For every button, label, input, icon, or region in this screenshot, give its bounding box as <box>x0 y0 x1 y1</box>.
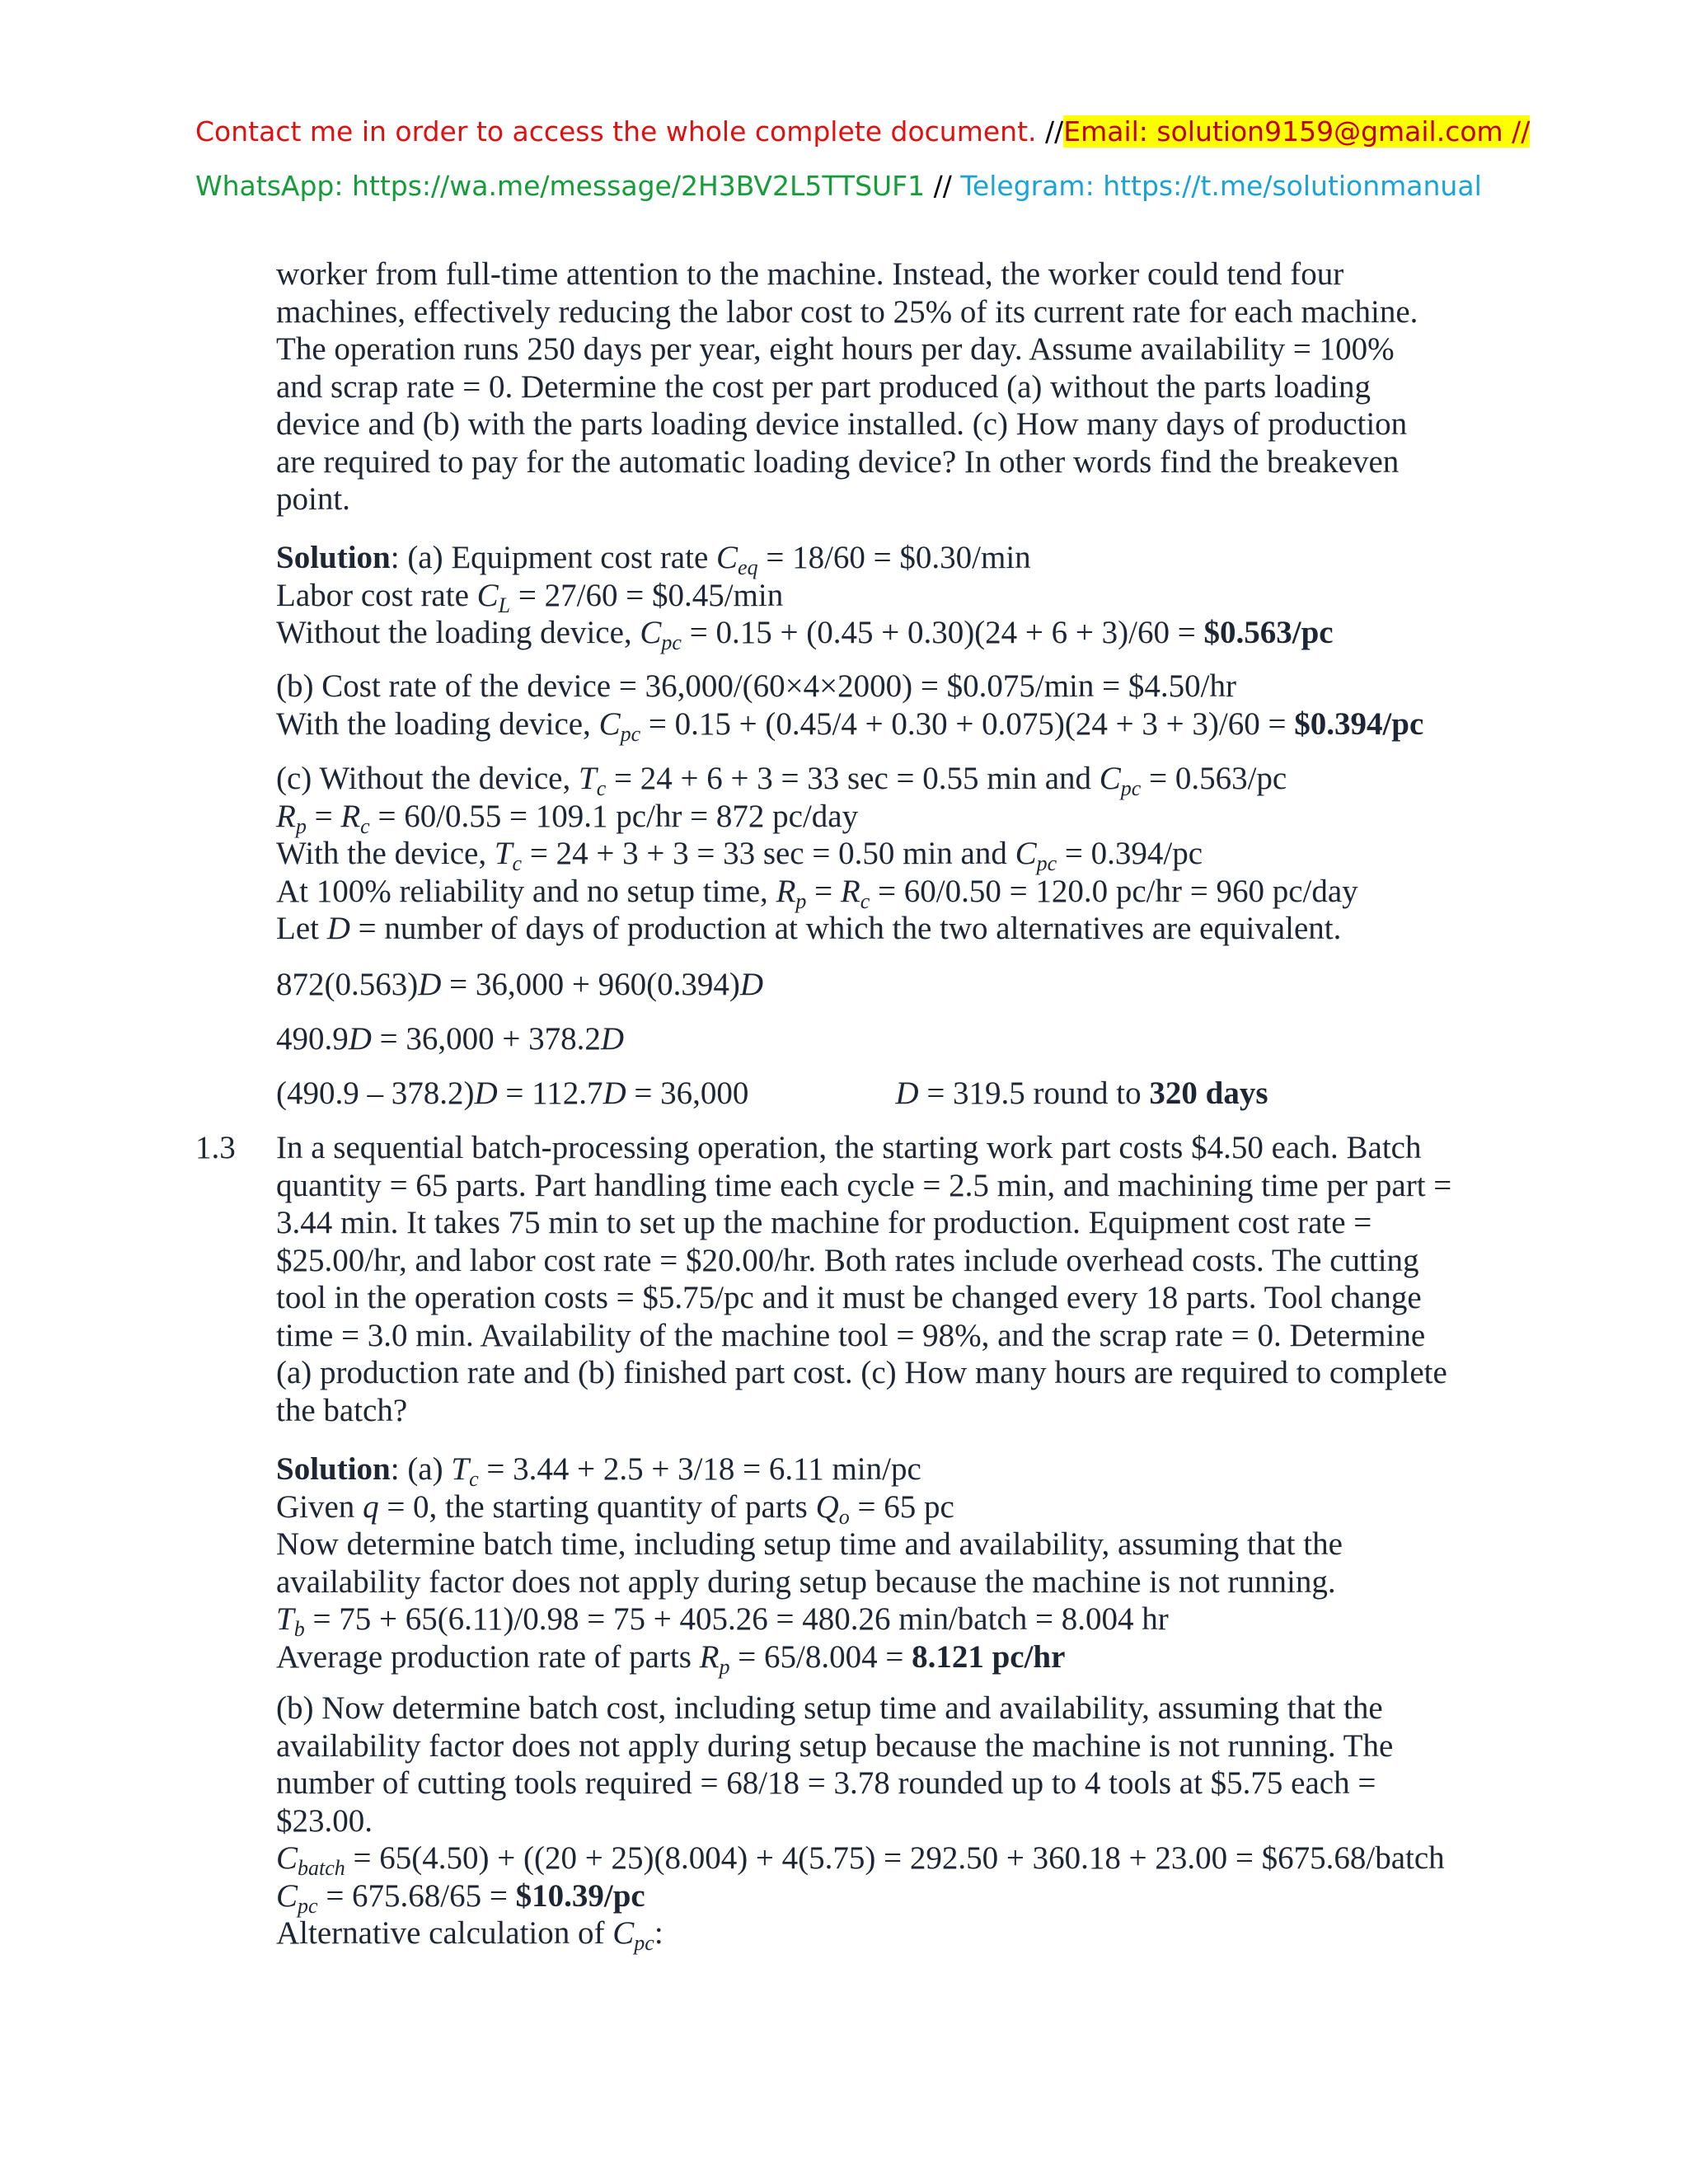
variable: D <box>600 1021 625 1057</box>
contact-text: Contact me in order to access the whole complete document. <box>195 115 1037 148</box>
variable: T <box>276 1601 294 1637</box>
separator: // <box>925 170 961 202</box>
whatsapp-link[interactable]: WhatsApp: https://wa.me/message/2H3BV2L5TTSUF1 <box>195 170 926 202</box>
text: = 0, the starting quantity of parts <box>378 1488 816 1525</box>
text: = 319.5 round to <box>918 1076 1150 1111</box>
text: = 0.563/pc <box>1141 761 1287 796</box>
text-line: and scrap rate = 0. Determine the cost per part produced (a) without the parts loading <box>276 368 1372 405</box>
answer: $0.394/pc <box>1294 705 1424 742</box>
variable: D <box>895 1076 919 1111</box>
text-line <box>276 1638 1488 1679</box>
subscript: p <box>719 1654 730 1679</box>
subscript: pc <box>1120 776 1142 800</box>
text: = 27/60 = $0.45/min <box>510 577 784 613</box>
subscript: o <box>838 1504 850 1529</box>
text: = 36,000 + 960(0.394) <box>441 967 740 1002</box>
variable: R <box>776 873 796 909</box>
variable: C <box>276 1840 298 1876</box>
text: (490.9 – 378.2) <box>276 1076 475 1111</box>
subscript: c <box>360 813 370 838</box>
text: = 112.7 <box>497 1076 603 1111</box>
text: = 675.68/65 = <box>317 1877 516 1914</box>
variable: R <box>276 798 296 834</box>
subscript: c <box>469 1467 479 1491</box>
text: = 60/0.50 = 120.0 pc/hr = 960 pc/day <box>870 873 1358 909</box>
variable: C <box>598 705 621 742</box>
text-line <box>276 577 1488 615</box>
variable: C <box>276 1877 298 1914</box>
variable: D <box>348 1021 372 1057</box>
text: = 24 + 3 + 3 = 33 sec = 0.50 min and <box>522 836 1015 871</box>
text-line <box>276 873 1488 911</box>
text-line: point. <box>276 481 350 517</box>
text: = 18/60 = $0.30/min <box>757 540 1031 575</box>
equation-1 <box>276 966 1488 1004</box>
text: = 0.15 + (0.45 + 0.30)(24 + 6 + 3)/60 = <box>681 615 1204 650</box>
text: = 65/8.004 = <box>729 1638 912 1675</box>
text: = 0.394/pc <box>1057 836 1203 871</box>
text-line: device and (b) with the parts loading device installed. (c) How many days of production <box>276 406 1408 442</box>
text-line: tool in the operation costs = $5.75/pc and it must be changed every 18 parts. Tool change <box>276 1280 1422 1315</box>
text-line: time = 3.0 min. Availability of the machine tool = 98%, and the scrap rate = 0. Determine <box>276 1317 1426 1353</box>
subscript: eq <box>738 555 758 579</box>
text-line: The operation runs 250 days per year, eight hours per day. Assume availability = 100% <box>276 331 1395 367</box>
text: : (a) Equipment cost rate <box>390 540 717 575</box>
text-line <box>276 760 1488 798</box>
subscript: pc <box>298 1893 318 1918</box>
variable: Q <box>815 1488 839 1525</box>
text-line: (b) Now determine batch cost, including setup time and availability, assuming that the <box>276 1690 1383 1726</box>
text: = <box>306 798 341 834</box>
text-line <box>276 966 1488 1004</box>
subscript: c <box>860 888 870 913</box>
text: = 36,000 <box>626 1076 749 1111</box>
equation-3 <box>276 1075 1488 1113</box>
text: Given <box>276 1488 363 1525</box>
variable: R <box>340 798 361 834</box>
text-line <box>276 910 1488 948</box>
variable: D <box>418 967 442 1002</box>
text-line <box>276 835 1488 873</box>
text: = 60/0.55 = 109.1 pc/hr = 872 pc/day <box>369 798 859 834</box>
variable: D <box>474 1076 498 1111</box>
subscript: c <box>596 776 607 800</box>
text: With the loading device, <box>276 705 599 742</box>
email-link[interactable]: Email: solution9159@gmail.com // <box>1063 115 1531 148</box>
solution-13-part-b <box>276 1690 1488 1955</box>
text: Without the loading device, <box>276 615 640 650</box>
answer: $10.39/pc <box>515 1877 645 1914</box>
subscript: c <box>512 851 523 875</box>
text-line <box>276 614 1488 652</box>
solution-13-part-a <box>276 1451 1488 1679</box>
variable: R <box>840 873 860 909</box>
variable: C <box>1015 836 1037 871</box>
problem-continuation <box>276 255 1488 518</box>
text-line: quantity = 65 parts. Part handling time each cycle = 2.5 min, and machining time per part = <box>276 1167 1452 1203</box>
text-line: availability factor does not apply during setup because the machine is not running. <box>276 1563 1336 1600</box>
text-line: are required to pay for the automatic loading device? In other words find the breakeven <box>276 443 1400 480</box>
social-header <box>195 170 1482 203</box>
text-line <box>276 1840 1488 1880</box>
equation-2 <box>276 1020 1488 1058</box>
text: 872(0.563) <box>276 967 419 1002</box>
answer: $0.563/pc <box>1203 615 1334 650</box>
answer: 8.121 pc/hr <box>912 1638 1066 1675</box>
text-line: number of cutting tools required = 68/18 = 3.78 rounded up to 4 tools at $5.75 each = <box>276 1765 1376 1801</box>
text: With the device, <box>276 836 495 871</box>
text-line <box>276 1601 1488 1641</box>
text: Average production rate of parts <box>276 1638 700 1675</box>
text-line <box>276 705 1488 746</box>
solution-label: Solution <box>276 540 391 575</box>
text: = number of days of production at which the two alternatives are equivalent. <box>349 911 1342 946</box>
text-line <box>276 798 1488 836</box>
text: = <box>806 873 841 909</box>
text-line: (b) Cost rate of the device = 36,000/(60×4×2000) = $0.075/min = $4.50/hr <box>276 668 1236 704</box>
question-text <box>276 1129 1488 1429</box>
solution-part-b <box>276 668 1488 746</box>
variable: R <box>699 1638 720 1675</box>
solution-part-a <box>276 539 1488 652</box>
text-line <box>276 1020 1488 1058</box>
text-line: machines, effectively reducing the labor cost to 25% of its current rate for each machine. <box>276 293 1418 330</box>
answer: 320 days <box>1149 1076 1268 1111</box>
variable: D <box>603 1076 626 1111</box>
text-line <box>276 539 1488 577</box>
subscript: pc <box>1036 851 1057 875</box>
subscript: batch <box>298 1856 345 1880</box>
text: = 36,000 + 378.2 <box>371 1021 601 1057</box>
text-line: worker from full-time attention to the machine. Instead, the worker could tend four <box>276 256 1344 292</box>
text: = 24 + 6 + 3 = 33 sec = 0.55 min and <box>606 761 1100 796</box>
text-line: Now determine batch time, including setup time and availability, assuming that the <box>276 1526 1343 1562</box>
text-line <box>276 1075 1488 1113</box>
variable: T <box>579 761 597 796</box>
subscript: pc <box>661 630 682 654</box>
subscript: p <box>295 813 307 838</box>
text-line: the batch? <box>276 1392 408 1428</box>
text: = 0.15 + (0.45/4 + 0.30 + 0.075)(24 + 3 + 3)/60 = <box>640 705 1295 742</box>
text: (c) Without the device, <box>276 761 579 796</box>
text: Let <box>276 911 327 946</box>
text-line: $23.00. <box>276 1802 373 1839</box>
text: Alternative calculation of <box>276 1915 613 1951</box>
text-line: $25.00/hr, and labor cost rate = $20.00/hr. Both rates include overhead costs. The cutting <box>276 1242 1419 1278</box>
variable: D <box>326 911 350 946</box>
variable: D <box>739 967 764 1002</box>
text: = 65(4.50) + ((20 + 25)(8.004) + 4(5.75) = 292.50 + 360.18 + 23.00 = $675.68/batch <box>345 1840 1445 1876</box>
text-line <box>276 1488 1488 1529</box>
text: 490.9 <box>276 1021 349 1057</box>
text-line: availability factor does not apply during setup because the machine is not running. The <box>276 1727 1394 1764</box>
telegram-link[interactable]: Telegram: https://t.me/solutionmanual <box>960 170 1482 202</box>
text: = 65 pc <box>849 1488 954 1525</box>
variable: T <box>451 1451 470 1487</box>
text: = 75 + 65(6.11)/0.98 = 75 + 405.26 = 480.26 min/batch = 8.004 hr <box>304 1601 1169 1637</box>
text: : (a) <box>390 1451 452 1487</box>
variable: C <box>640 615 662 650</box>
variable: q <box>363 1488 379 1525</box>
subscript: L <box>498 593 511 617</box>
contact-header <box>195 115 1530 148</box>
text-line <box>276 1451 1488 1491</box>
text-line: (a) production rate and (b) finished part cost. (c) How many hours are required to complete <box>276 1355 1447 1390</box>
text: Labor cost rate <box>276 577 477 613</box>
text-line <box>276 1915 1488 1955</box>
text-line: 3.44 min. It takes 75 min to set up the machine for production. Equipment cost rate = <box>276 1205 1372 1240</box>
variable: C <box>1099 761 1121 796</box>
solution-label: Solution <box>276 1451 391 1487</box>
subscript: pc <box>620 721 641 746</box>
text-line: In a sequential batch-processing operation, the starting work part costs $4.50 each. Batch <box>276 1130 1422 1165</box>
text: = 3.44 + 2.5 + 3/18 = 6.11 min/pc <box>478 1451 921 1487</box>
subscript: b <box>293 1617 305 1641</box>
text-line <box>276 1877 1488 1918</box>
variable: T <box>494 836 513 871</box>
text: At 100% reliability and no setup time, <box>276 873 776 909</box>
text: : <box>654 1915 663 1951</box>
variable: C <box>612 1915 635 1951</box>
question-number: 1.3 <box>195 1130 236 1165</box>
separator: // <box>1036 115 1064 148</box>
subscript: pc <box>634 1931 654 1955</box>
solution-part-c <box>276 760 1488 948</box>
variable: C <box>716 540 738 575</box>
subscript: p <box>795 888 807 913</box>
variable: C <box>476 577 499 613</box>
